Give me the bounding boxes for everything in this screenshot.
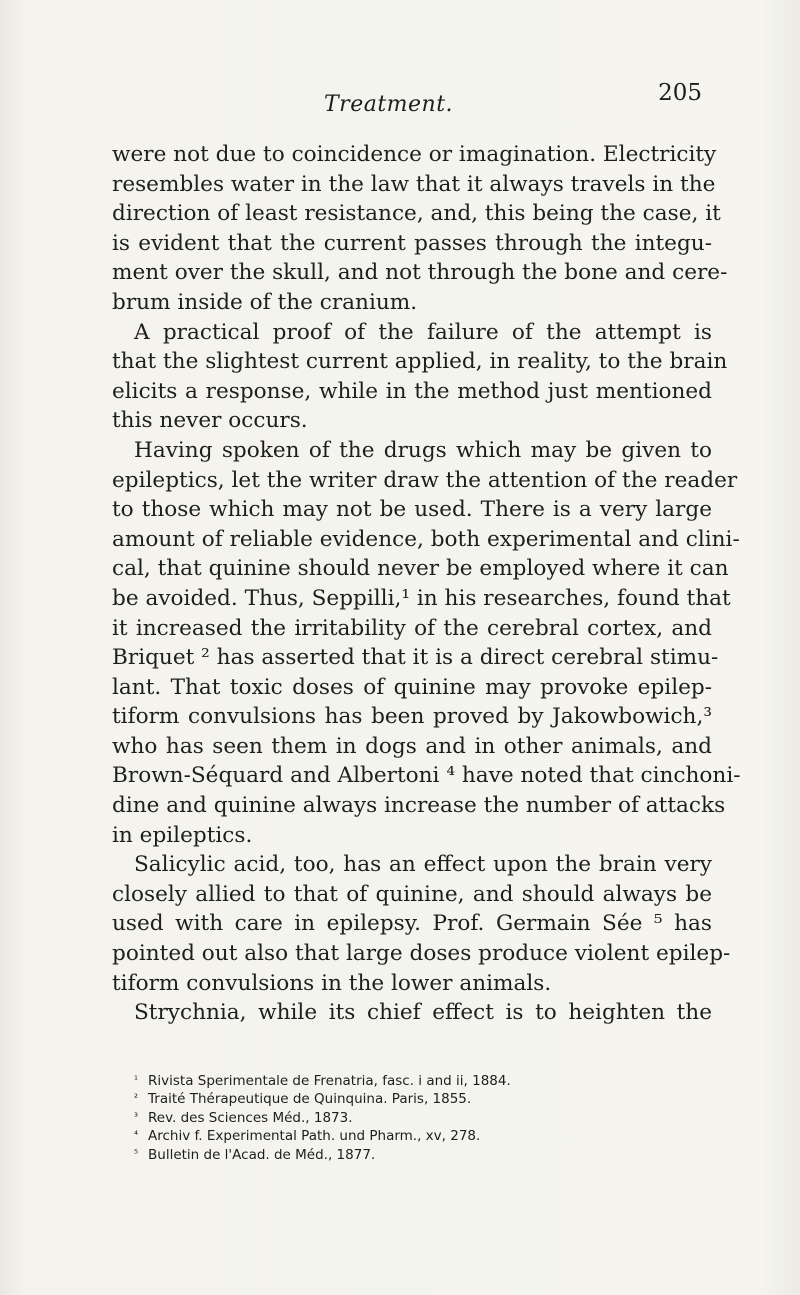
text-line: resembles water in the law that it always travels in the [112, 171, 716, 197]
footnote-text: Rev. des Sciences Méd., 1873. [148, 1109, 353, 1126]
text-line: cal, that quinine should never be employed where it can [112, 556, 729, 582]
text-line: dine and quinine always increase the number of attacks [112, 793, 726, 819]
footnote [134, 1072, 694, 1090]
text-line: Salicylic acid, too, has an effect upon the brain very [134, 852, 712, 878]
footnote-mark: ³ [134, 1111, 139, 1123]
text-line: were not due to coincidence or imagination. Electricity [112, 142, 717, 167]
text-line: direction of least resistance, and, this being the case, it [112, 201, 721, 227]
footnote-mark: ⁵ [134, 1148, 139, 1160]
footnote [134, 1109, 694, 1127]
text-line: tiform convulsions in the lower animals. [112, 970, 552, 996]
footnote-text: Archiv f. Experimental Path. und Pharm., xv, 278. [148, 1128, 481, 1145]
text-line: this never occurs. [112, 408, 308, 434]
text-line: pointed out also that large doses produce violent epilep- [112, 941, 731, 967]
footnote [134, 1127, 694, 1145]
text-line: closely allied to that of quinine, and should always be [112, 881, 712, 907]
footnote-text: Bulletin de l'Acad. de Méd., 1877. [148, 1146, 376, 1163]
text-line: that the slightest current applied, in reality, to the brain [112, 349, 728, 375]
text-line: in epileptics. [112, 822, 253, 848]
text-line: be avoided. Thus, Seppilli,¹ in his researches, found that [112, 585, 731, 611]
text-line: is evident that the current passes through the integu- [112, 230, 712, 256]
page-number: 205 [658, 80, 702, 106]
footnote-mark: ¹ [134, 1075, 139, 1086]
footnote-text: Rivista Sperimentale de Frenatria, fasc. i and ii, 1884. [148, 1073, 511, 1089]
text-line: ment over the skull, and not through the bone and cere- [112, 260, 728, 286]
footnotes [134, 1072, 694, 1164]
text-line: to those which may not be used. There is a very large [112, 497, 712, 523]
text-line: tiform convulsions has been proved by Jakowbowich,³ [112, 704, 712, 730]
text-line: A practical proof of the failure of the attempt is [134, 319, 712, 345]
text-line: amount of reliable evidence, both experimental and clini- [112, 526, 740, 552]
footnote [134, 1146, 694, 1164]
text-line: elicits a response, while in the method just mentioned [112, 378, 712, 404]
body-text [112, 140, 741, 1028]
footnote-mark: ⁴ [134, 1130, 139, 1142]
text-line: epileptics, let the writer draw the attention of the reader [112, 467, 738, 493]
text-line: Having spoken of the drugs which may be given to [134, 437, 712, 463]
text-line: brum inside of the cranium. [112, 289, 418, 315]
text-line: Strychnia, while its chief effect is to heighten the [134, 1000, 712, 1026]
text-line: used with care in epilepsy. Prof. Germain Sée ⁵ has [112, 911, 712, 937]
text-line: who has seen them in dogs and in other animals, and [112, 733, 712, 759]
page-header [112, 80, 708, 126]
text-line: lant. That toxic doses of quinine may provoke epilep- [112, 674, 712, 700]
text-line: it increased the irritability of the cerebral cortex, and [112, 615, 712, 641]
text-line: Briquet ² has asserted that it is a direct cerebral stimu- [112, 645, 719, 671]
footnote [134, 1090, 694, 1108]
footnote-text: Traité Thérapeutique de Quinquina. Paris, 1855. [148, 1091, 472, 1108]
footnote-mark: ² [134, 1093, 139, 1105]
text-line: Brown-Séquard and Albertoni ⁴ have noted that cinchoni- [112, 763, 741, 789]
running-head: Treatment. [324, 92, 454, 117]
